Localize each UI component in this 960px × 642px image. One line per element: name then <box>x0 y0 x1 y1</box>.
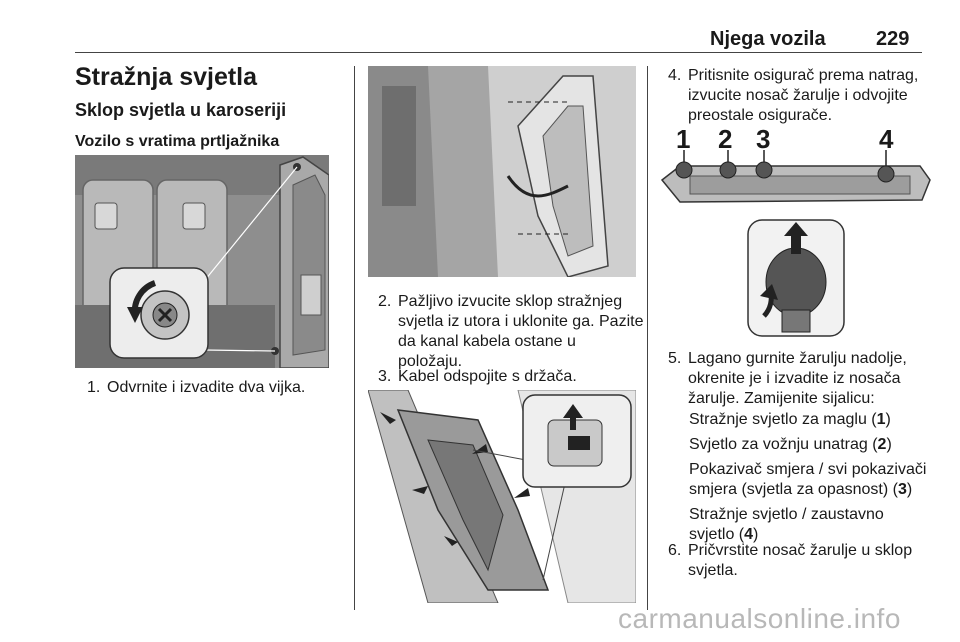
bulb-item-fog-light: Stražnje svjetlo za maglu (1) <box>689 411 891 428</box>
tail-lamp-removal-illustration <box>368 66 636 277</box>
step-number: 1. <box>87 379 101 396</box>
step-text-line: Lagano gurnite žarulju nadolje, <box>688 350 907 367</box>
subsection-heading: Sklop svjetla u karoseriji <box>75 100 287 120</box>
step-5 <box>668 349 938 411</box>
step-text-line: položaju. <box>398 353 463 370</box>
bulb-item-reversing-light: Svjetlo za vožnju unatrag (2) <box>689 436 892 453</box>
section-heading: Stražnja svjetla <box>75 63 258 91</box>
step-text-line: svjetla iz utora i uklonite ga. Pazite <box>398 313 644 330</box>
step-number: 6. <box>668 542 682 559</box>
page-number: 229 <box>876 28 910 50</box>
callout-4: 4 <box>879 124 894 154</box>
step-text-line: preostale osigurače. <box>688 107 833 124</box>
step-text-line: da kanal kabela ostane u <box>398 333 576 350</box>
bulb-item-turn-signal: Pokazivač smjera / svi pokazivači smjera (svjetla za opasnost) (3) <box>689 461 927 498</box>
step-text-line: Pritisnite osigurač prema natrag, <box>688 67 919 84</box>
bulb-item-tail-brake-light: Stražnje svjetlo / zaustavno svjetlo (4) <box>689 506 884 543</box>
step-2 <box>378 292 648 372</box>
step-text-line: Pažljivo izvucite sklop stražnjeg <box>398 293 623 310</box>
step-1 <box>87 378 347 400</box>
vehicle-variant-heading: Vozilo s vratima prtljažnika <box>75 133 280 150</box>
step-3 <box>378 367 648 389</box>
step-4 <box>668 66 938 128</box>
step-text-line: Kabel odspojite s držača. <box>398 368 577 385</box>
step-text-line: izvucite nosač žarulje i odvojite <box>688 87 908 104</box>
cable-holder-illustration <box>368 390 636 603</box>
step-text-line: svjetla. <box>688 562 738 579</box>
column-divider-right <box>647 66 648 610</box>
bulb-holder-illustration <box>660 150 932 340</box>
step-text-line: okrenite je i izvadite iz nosača <box>688 370 901 387</box>
callout-3: 3 <box>756 124 771 154</box>
step-number: 5. <box>668 350 682 367</box>
step-number: 3. <box>378 368 392 385</box>
watermark: carmanualsonline.info <box>618 603 901 634</box>
step-text: Odvrnite i izvadite dva vijka. <box>107 379 306 396</box>
step-text-line: žarulje. Zamijenite sijalicu: <box>688 390 875 407</box>
step-number: 2. <box>378 293 392 310</box>
step-6 <box>668 541 938 583</box>
callout-1: 1 <box>676 124 691 154</box>
page-section-title: Njega vozila <box>710 28 826 50</box>
tailgate-screws-illustration <box>75 155 329 368</box>
step-number: 4. <box>668 67 682 84</box>
column-divider-left <box>354 66 355 610</box>
step-text-line: Pričvrstite nosač žarulje u sklop <box>688 542 913 559</box>
header-divider <box>75 52 922 53</box>
callout-2: 2 <box>718 124 733 154</box>
